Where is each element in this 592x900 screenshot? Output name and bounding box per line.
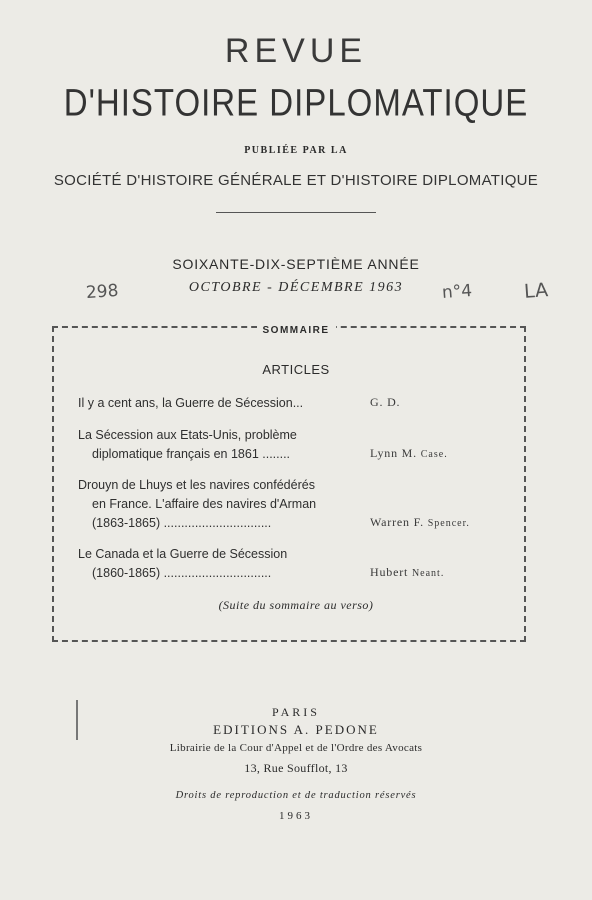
article-title: Le Canada et la Guerre de Sécession: [78, 547, 288, 561]
article-title-cont: diplomatique français en 1861 ........: [92, 447, 291, 461]
article-title: La Sécession aux Etats-Unis, problème: [78, 428, 297, 442]
article-title: Il y a cent ans, la Guerre de Sécession...: [78, 396, 304, 410]
article-title: Drouyn de Lhuys et les navires confédérés: [78, 478, 315, 492]
handwritten-issue: n°4: [441, 280, 473, 304]
society-name: SOCIÉTÉ D'HISTOIRE GÉNÉRALE ET D'HISTOIRE DIPLOMATIQUE: [53, 172, 539, 189]
title-rule: [216, 212, 376, 213]
publication-year: 1963: [279, 810, 313, 822]
publisher-address: 13, Rue Soufflot, 13: [244, 761, 348, 775]
article-title-cont: en France. L'affaire des navires d'Arman: [92, 497, 317, 511]
rights-notice: Droits de reproduction et de traduction réservés: [175, 790, 417, 801]
contents-continued: (Suite du sommaire au verso): [218, 598, 374, 612]
articles-heading: ARTICLES: [262, 362, 330, 377]
handwritten-initials: LA: [523, 279, 549, 303]
article-author: G. D.: [370, 395, 401, 409]
article-author: Hubert Neant.: [370, 565, 445, 579]
article-title-cont: (1860-1865) ...............................: [92, 566, 272, 580]
article-author: Lynn M. Case.: [370, 446, 448, 460]
contents-label: SOMMAIRE: [0, 320, 592, 338]
handwritten-number: 298: [85, 280, 120, 304]
journal-title-main: D'HISTOIRE DIPLOMATIQUE: [63, 81, 529, 124]
journal-title-top: REVUE: [224, 32, 368, 70]
publisher-description: Librairie de la Cour d'Appel et de l'Ordre des Avocats: [169, 742, 423, 754]
publisher-city: PARIS: [272, 705, 320, 719]
article-author: Warren F. Spencer.: [370, 515, 470, 529]
article-title-cont: (1863-1865) ...............................: [92, 516, 272, 530]
issue-date: OCTOBRE - DÉCEMBRE 1963: [188, 280, 404, 295]
publisher-name: EDITIONS A. PEDONE: [213, 722, 379, 737]
published-by: PUBLIÉE PAR LA: [244, 145, 348, 156]
year-label: SOIXANTE-DIX-SEPTIÈME ANNÉE: [172, 256, 420, 272]
